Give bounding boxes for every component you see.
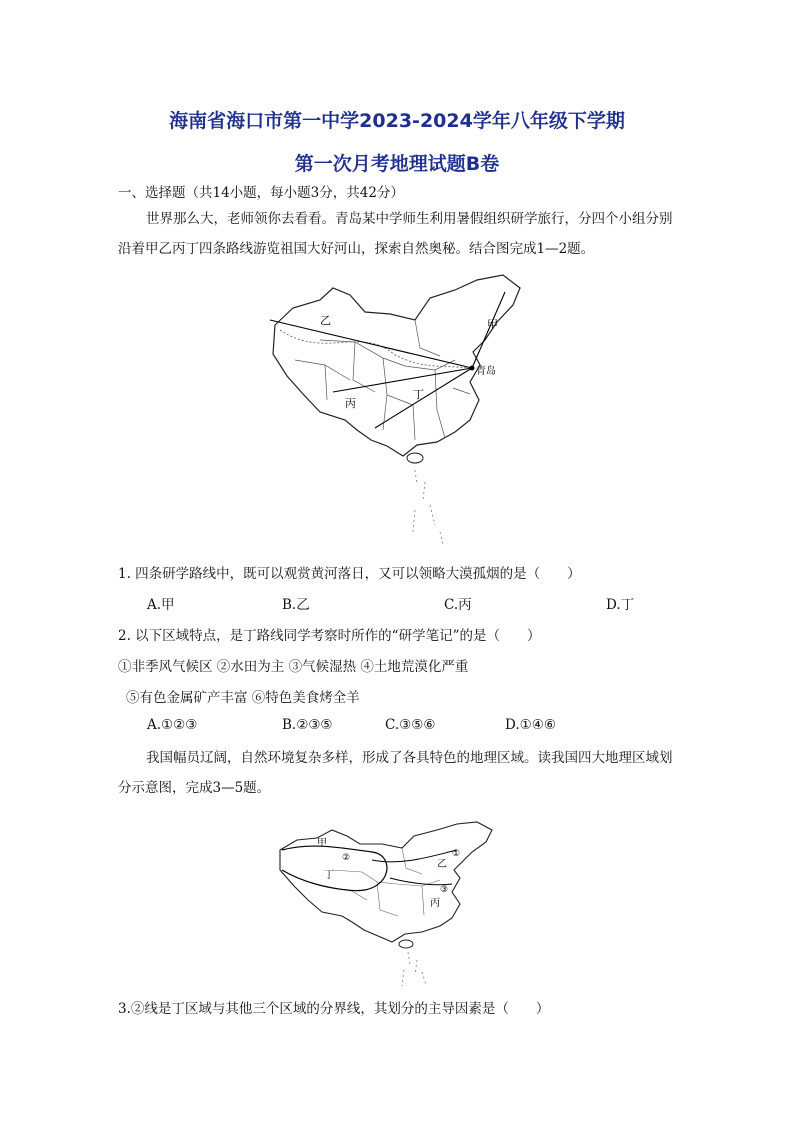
- q2-option-b[interactable]: B.②③⑤: [282, 717, 333, 733]
- passage-1: 世界那么大，老师领你去看看。青岛某中学师生利用暑假组织研学旅行，分四个小组分别沿着甲乙丙丁四条路线游览祖国大好河山，探索自然奥秘。结合图完成1—2题。: [118, 211, 673, 257]
- q1-option-a[interactable]: A.甲: [147, 597, 175, 613]
- question-2-items-line2: ⑤有色金属矿产丰富 ⑥特色美食烤全羊: [126, 690, 360, 706]
- label-qingdao: 青岛: [476, 366, 496, 377]
- label-ding: 丁: [413, 388, 424, 401]
- document-title-line1: 海南省海口市第一中学2023-2024学年八年级下学期: [169, 110, 625, 132]
- q2-option-c[interactable]: C.③⑤⑥: [385, 717, 436, 733]
- q1-option-b[interactable]: B.乙: [282, 597, 310, 613]
- question-3-stem: 3.②线是丁区域与其他三个区域的分界线，其划分的主导因素是（ ）: [118, 1001, 550, 1017]
- map-china-four-regions: [272, 820, 502, 990]
- region-label-yi: 乙: [437, 859, 447, 870]
- south-china-sea-islands: [413, 470, 443, 545]
- region-label-bing: 丙: [430, 898, 440, 909]
- label-jia: 甲: [487, 318, 498, 331]
- line-label-1: ①: [452, 849, 461, 859]
- region-label-jia: 甲: [317, 838, 327, 849]
- label-bing: 丙: [345, 397, 356, 410]
- q1-option-d[interactable]: D.丁: [606, 597, 635, 613]
- boundary-line-2: [282, 846, 387, 891]
- question-2-items-line1: ①非季风气候区 ②水田为主 ③气候湿热 ④土地荒漠化严重: [118, 659, 469, 675]
- section-heading: 一、选择题（共14小题，每小题3分，共42分）: [118, 185, 404, 201]
- boundary-line-3: [390, 878, 452, 885]
- label-yi: 乙: [320, 314, 331, 327]
- line-label-3: ③: [440, 885, 449, 895]
- document-title-line2: 第一次月考地理试题B卷: [294, 153, 500, 175]
- south-china-sea-islands-2: [402, 952, 426, 986]
- question-2-stem: 2. 以下区域特点，是丁路线同学考察时所作的“研学笔记”的是（ ）: [118, 628, 541, 644]
- province-borders: [295, 320, 470, 440]
- route-bing: [333, 368, 472, 392]
- line-label-2: ②: [342, 853, 351, 863]
- q2-option-d[interactable]: D.①④⑥: [505, 717, 556, 733]
- question-1-stem: 1. 四条研学路线中，既可以观赏黄河落日，又可以领略大漠孤烟的是（ ）: [118, 566, 581, 582]
- hainan-island-2: [399, 940, 413, 948]
- hainan-island: [407, 453, 423, 463]
- china-outline-2: [280, 822, 492, 942]
- q2-option-a[interactable]: A.①②③: [147, 717, 198, 733]
- q1-option-c[interactable]: C.丙: [444, 597, 472, 613]
- passage-2: 我国幅员辽阔，自然环境复杂多样，形成了各具特色的地理区域。读我国四大地理区域划分示意图，完成3—5题。: [118, 750, 673, 796]
- region-label-ding: 丁: [324, 870, 334, 881]
- map-china-study-routes: [265, 270, 530, 550]
